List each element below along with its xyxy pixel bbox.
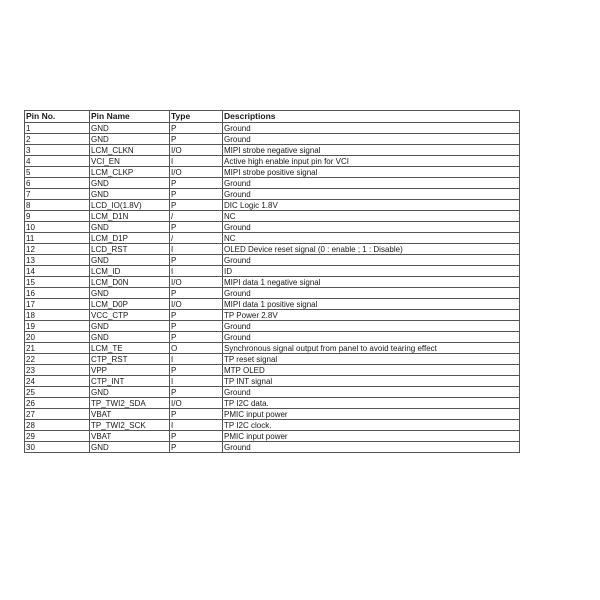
pin-number-cell: 6	[25, 178, 90, 189]
pin-description-cell: Ground	[223, 222, 520, 233]
table-row	[25, 266, 520, 277]
table-row	[25, 431, 520, 442]
header-type: Type	[170, 111, 223, 123]
table-row	[25, 255, 520, 266]
pin-description-cell: Ground	[223, 123, 520, 134]
pin-number-cell: 18	[25, 310, 90, 321]
pin-type-cell: I/O	[170, 145, 223, 156]
pin-type-cell: P	[170, 178, 223, 189]
table-row	[25, 310, 520, 321]
pin-type-cell: I/O	[170, 398, 223, 409]
table-row	[25, 200, 520, 211]
pin-type-cell: I	[170, 354, 223, 365]
pin-type-cell: I/O	[170, 167, 223, 178]
table-row	[25, 288, 520, 299]
pin-number-cell: 3	[25, 145, 90, 156]
pin-description-cell: TP I2C data.	[223, 398, 520, 409]
pin-number-cell: 9	[25, 211, 90, 222]
pin-number-cell: 24	[25, 376, 90, 387]
pin-type-cell: /	[170, 233, 223, 244]
table-row	[25, 299, 520, 310]
pin-description-cell: MIPI data 1 negative signal	[223, 277, 520, 288]
pin-description-cell: ID	[223, 266, 520, 277]
pin-number-cell: 10	[25, 222, 90, 233]
pin-name-cell: GND	[90, 321, 170, 332]
pin-description-cell: Synchronous signal output from panel to avoid tearing effect	[223, 343, 520, 354]
pin-name-cell: GND	[90, 134, 170, 145]
pin-name-cell: LCM_D1P	[90, 233, 170, 244]
pin-number-cell: 1	[25, 123, 90, 134]
table-row	[25, 442, 520, 453]
pin-type-cell: P	[170, 222, 223, 233]
pin-name-cell: LCM_ID	[90, 266, 170, 277]
pin-number-cell: 30	[25, 442, 90, 453]
pin-type-cell: P	[170, 255, 223, 266]
table-row	[25, 354, 520, 365]
table-row	[25, 409, 520, 420]
pin-description-cell: Ground	[223, 387, 520, 398]
table-row	[25, 387, 520, 398]
pin-description-cell: TP Power 2.8V	[223, 310, 520, 321]
pin-description-cell: Ground	[223, 321, 520, 332]
pin-type-cell: I	[170, 156, 223, 167]
table-row	[25, 321, 520, 332]
table-header-row	[25, 111, 520, 123]
table-row	[25, 156, 520, 167]
pin-type-cell: P	[170, 387, 223, 398]
table-row	[25, 134, 520, 145]
pin-type-cell: P	[170, 123, 223, 134]
pin-number-cell: 7	[25, 189, 90, 200]
pin-number-cell: 27	[25, 409, 90, 420]
pin-number-cell: 22	[25, 354, 90, 365]
pin-name-cell: CTP_INT	[90, 376, 170, 387]
pin-name-cell: GND	[90, 189, 170, 200]
header-pin-name: Pin Name	[90, 111, 170, 123]
pin-type-cell: P	[170, 409, 223, 420]
pin-type-cell: P	[170, 200, 223, 211]
pin-description-cell: Ground	[223, 134, 520, 145]
pin-name-cell: VPP	[90, 365, 170, 376]
table-row	[25, 365, 520, 376]
pin-name-cell: TP_TWI2_SCK	[90, 420, 170, 431]
pin-number-cell: 2	[25, 134, 90, 145]
pin-description-cell: Ground	[223, 288, 520, 299]
table-row	[25, 123, 520, 134]
pin-name-cell: LCM_CLKP	[90, 167, 170, 178]
pin-number-cell: 25	[25, 387, 90, 398]
table-row	[25, 233, 520, 244]
pin-number-cell: 29	[25, 431, 90, 442]
pin-definition-table	[24, 110, 520, 453]
pin-type-cell: P	[170, 310, 223, 321]
pin-name-cell: GND	[90, 387, 170, 398]
pin-type-cell: I	[170, 376, 223, 387]
pin-name-cell: LCM_D0N	[90, 277, 170, 288]
pin-number-cell: 11	[25, 233, 90, 244]
pin-type-cell: P	[170, 442, 223, 453]
table-row	[25, 376, 520, 387]
pin-type-cell: P	[170, 189, 223, 200]
pin-name-cell: GND	[90, 255, 170, 266]
header-descriptions: Descriptions	[223, 111, 520, 123]
pin-description-cell: Ground	[223, 178, 520, 189]
pin-number-cell: 20	[25, 332, 90, 343]
pin-number-cell: 13	[25, 255, 90, 266]
table-row	[25, 222, 520, 233]
pin-name-cell: GND	[90, 123, 170, 134]
table-row	[25, 398, 520, 409]
pin-number-cell: 16	[25, 288, 90, 299]
pin-description-cell: PMIC input power	[223, 409, 520, 420]
table-row	[25, 420, 520, 431]
pin-type-cell: I/O	[170, 299, 223, 310]
pin-name-cell: GND	[90, 332, 170, 343]
table-row	[25, 343, 520, 354]
pin-type-cell: P	[170, 288, 223, 299]
pin-description-cell: TP INT signal	[223, 376, 520, 387]
pin-name-cell: LCM_TE	[90, 343, 170, 354]
pin-name-cell: LCD_IO(1.8V)	[90, 200, 170, 211]
pin-number-cell: 4	[25, 156, 90, 167]
pin-name-cell: LCD_RST	[90, 244, 170, 255]
pin-number-cell: 26	[25, 398, 90, 409]
pin-name-cell: VBAT	[90, 409, 170, 420]
pin-description-cell: MIPI data 1 positive signal	[223, 299, 520, 310]
pin-description-cell: TP I2C clock.	[223, 420, 520, 431]
table-body	[25, 123, 520, 453]
pin-name-cell: GND	[90, 288, 170, 299]
pin-name-cell: LCM_CLKN	[90, 145, 170, 156]
pin-description-cell: OLED Device reset signal (0 : enable ; 1 : Disable)	[223, 244, 520, 255]
pin-name-cell: VBAT	[90, 431, 170, 442]
pin-number-cell: 15	[25, 277, 90, 288]
table-row	[25, 211, 520, 222]
pin-number-cell: 12	[25, 244, 90, 255]
pin-description-cell: Ground	[223, 189, 520, 200]
pin-number-cell: 8	[25, 200, 90, 211]
pin-name-cell: LCM_D0P	[90, 299, 170, 310]
pin-type-cell: P	[170, 332, 223, 343]
pin-description-cell: TP reset signal	[223, 354, 520, 365]
pin-type-cell: I	[170, 420, 223, 431]
pin-number-cell: 19	[25, 321, 90, 332]
pin-type-cell: I	[170, 244, 223, 255]
header-pin-no: Pin No.	[25, 111, 90, 123]
pin-type-cell: I	[170, 266, 223, 277]
pin-description-cell: Active high enable input pin for VCI	[223, 156, 520, 167]
pin-type-cell: /	[170, 211, 223, 222]
pin-number-cell: 23	[25, 365, 90, 376]
pin-name-cell: GND	[90, 442, 170, 453]
pin-description-cell: DIC Logic 1.8V	[223, 200, 520, 211]
pin-name-cell: CTP_RST	[90, 354, 170, 365]
table-row	[25, 332, 520, 343]
pin-description-cell: NC	[223, 233, 520, 244]
pin-name-cell: GND	[90, 178, 170, 189]
pin-name-cell: VCC_CTP	[90, 310, 170, 321]
pin-name-cell: GND	[90, 222, 170, 233]
pin-number-cell: 21	[25, 343, 90, 354]
pin-name-cell: LCM_D1N	[90, 211, 170, 222]
pin-description-cell: Ground	[223, 442, 520, 453]
pin-description-cell: MTP OLED	[223, 365, 520, 376]
pin-name-cell: TP_TWI2_SDA	[90, 398, 170, 409]
pin-number-cell: 5	[25, 167, 90, 178]
table-row	[25, 178, 520, 189]
pin-number-cell: 28	[25, 420, 90, 431]
pin-number-cell: 17	[25, 299, 90, 310]
pin-number-cell: 14	[25, 266, 90, 277]
pin-description-cell: NC	[223, 211, 520, 222]
pin-type-cell: P	[170, 431, 223, 442]
pin-description-cell: MIPI strobe positive signal	[223, 167, 520, 178]
pin-description-cell: Ground	[223, 255, 520, 266]
pin-type-cell: P	[170, 365, 223, 376]
pin-type-cell: I/O	[170, 277, 223, 288]
pin-description-cell: PMIC input power	[223, 431, 520, 442]
table-row	[25, 167, 520, 178]
table-row	[25, 189, 520, 200]
table-row	[25, 145, 520, 156]
pin-type-cell: P	[170, 134, 223, 145]
pin-name-cell: VCI_EN	[90, 156, 170, 167]
pin-description-cell: Ground	[223, 332, 520, 343]
table-row	[25, 244, 520, 255]
pin-type-cell: P	[170, 321, 223, 332]
table-row	[25, 277, 520, 288]
pin-definition-sheet	[24, 110, 519, 453]
pin-description-cell: MIPI strobe negative signal	[223, 145, 520, 156]
pin-type-cell: O	[170, 343, 223, 354]
